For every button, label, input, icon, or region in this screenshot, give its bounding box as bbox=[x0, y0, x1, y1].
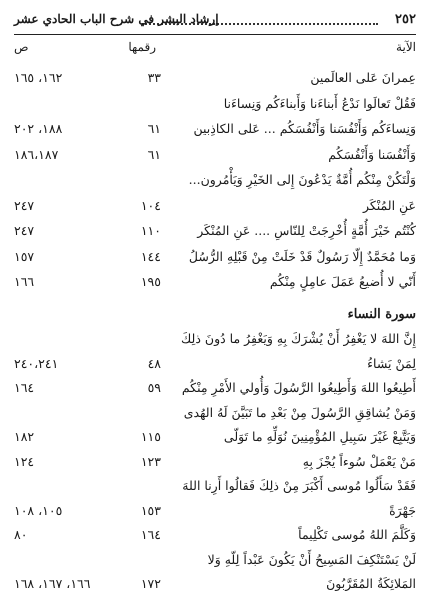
verse-text: وَمَنْ يُشاقِقِ الرَّسُولَ مِنْ بَعْدِ ما تَبَيَّنَ لَهُ الهُدى bbox=[183, 404, 416, 420]
page-references: ١٨٦،١٨٧ bbox=[14, 146, 59, 162]
column-headers bbox=[14, 40, 416, 58]
book-title: إرشاد البشر في شرح الباب الحادي عشر bbox=[14, 12, 219, 26]
verse-text: وَنِساءَكُم وَأَنْفُسَنا وَأَنْفُسَكُم ... عَلى الكاذِبين bbox=[193, 121, 416, 136]
page-references: ١٦٢، ١٦٥ bbox=[14, 70, 63, 85]
index-row bbox=[14, 356, 416, 374]
index-row bbox=[14, 405, 416, 423]
verse-text: وَما مُحَمَّدٌ إِلّا رَسُولٌ قَدْ خَلَتْ مِنْ قَبْلِهِ الرُّسُلُ bbox=[188, 248, 416, 264]
page-references: ١٠٥، ١٠٨ bbox=[14, 502, 63, 518]
page-references: ٢٤٧ bbox=[14, 197, 35, 213]
page-references: ٢٤٠،٢٤١ bbox=[14, 355, 59, 371]
verse-text: لِمَنْ يَشاءُ bbox=[367, 355, 416, 371]
index-row bbox=[14, 147, 416, 165]
verse-text: فَقَدْ سَأَلُوا مُوسى أَكْبَرَ مِنْ ذلِكَ فَقالُوا أَرِنا اللهَ bbox=[182, 478, 416, 493]
column-header-page: ص bbox=[14, 40, 29, 54]
header-rule bbox=[14, 34, 416, 35]
index-row bbox=[14, 576, 416, 594]
index-row bbox=[14, 503, 416, 521]
verse-number: ١١٥ bbox=[140, 429, 161, 444]
verse-number: ١٩٥ bbox=[140, 274, 161, 289]
verse-number: ١٢٣ bbox=[140, 453, 161, 469]
verse-text: المَلائِكَةُ المُقَرَّبُونَ bbox=[326, 576, 416, 591]
page-references: ١٨٨، ٢٠٢ bbox=[14, 121, 63, 136]
verse-text: مَنْ يَعْمَلْ سُوءاً يُجْزَ بِهِ bbox=[302, 453, 416, 469]
page-references: ٨٠ bbox=[14, 527, 28, 542]
index-row bbox=[14, 527, 416, 545]
verse-text: وَلْتَكُنْ مِنْكُم أُمَّةٌ يَدْعُونَ إِلى الخَيْرِ وَيَأْمُرون... bbox=[188, 172, 416, 187]
verse-number: ٤٨ bbox=[147, 355, 161, 371]
verse-number: ٣٣ bbox=[147, 70, 161, 85]
verse-text: كُنْتُم خَيْرَ أُمَّةٍ أُخْرِجَتْ لِلنّاسِ .... عَنِ المُنْكَر bbox=[197, 223, 416, 238]
index-row bbox=[14, 454, 416, 472]
verse-number: ١٥٣ bbox=[140, 502, 161, 518]
verse-text: فَقُلْ تَعالَوا نَدْعُ أَبناءَنا وَأَبناءَكُم وَنِساءَنا bbox=[223, 95, 416, 111]
index-row bbox=[14, 96, 416, 114]
verse-number: ٦١ bbox=[147, 121, 161, 136]
page-references: ١٦٦ bbox=[14, 274, 35, 289]
surah-heading: سورة النساء bbox=[347, 307, 416, 322]
verse-text: جَهْرَةً bbox=[389, 502, 416, 518]
column-header-verse: الآية bbox=[396, 40, 416, 54]
verse-number: ١١٠ bbox=[140, 223, 161, 238]
index-row bbox=[14, 274, 416, 292]
index-row bbox=[14, 249, 416, 267]
page-number: ٢٥٢ bbox=[395, 12, 416, 27]
page-references: ١٦٤ bbox=[14, 380, 35, 395]
verse-text: إِنَّ اللهَ لا يَغْفِرُ أَنْ يُشْرَكَ بِهِ وَيَغْفِرُ ما دُونَ ذلِكَ bbox=[181, 331, 416, 346]
verse-text: أَطِيعُوا اللهَ وَأَطِيعُوا الرَّسُولَ وَأُولي الأَمْرِ مِنْكُم bbox=[181, 380, 416, 395]
index-row bbox=[14, 552, 416, 570]
page-references: ١٨٢ bbox=[14, 429, 35, 444]
index-row bbox=[14, 223, 416, 241]
verse-number: ١٦٤ bbox=[140, 527, 161, 542]
page-references: ١٥٧ bbox=[14, 248, 35, 264]
page-references: ١٦٦، ١٦٧، ١٦٨ bbox=[14, 576, 91, 591]
verse-number: ١٧٢ bbox=[140, 576, 161, 591]
verse-text: عِمرانَ عَلى العالَمين bbox=[310, 70, 416, 85]
verse-text: وَيَتَّبِعْ غَيْرَ سَبِيلِ المُؤْمِنِينَ نُوَلِّهِ ما تَوَلّى bbox=[223, 429, 416, 444]
running-header bbox=[14, 10, 416, 30]
verse-text: وَكَلَّمَ اللهُ مُوسى تَكْلِيماً bbox=[298, 527, 416, 542]
index-row bbox=[14, 429, 416, 447]
verse-number: ٥٩ bbox=[147, 380, 161, 395]
verse-number: ٦١ bbox=[147, 146, 161, 162]
index-row bbox=[14, 172, 416, 190]
page-references: ١٢٤ bbox=[14, 453, 35, 469]
verse-number: ١٤٤ bbox=[140, 248, 161, 264]
verse-text: وَأَنْفُسَنا وَأَنْفُسَكُم bbox=[328, 146, 416, 162]
index-row bbox=[14, 380, 416, 398]
page-references: ٢٤٧ bbox=[14, 223, 35, 238]
verse-text: عَنِ المُنْكَر bbox=[362, 197, 416, 213]
index-row bbox=[14, 121, 416, 139]
index-row bbox=[14, 198, 416, 216]
index-row bbox=[14, 331, 416, 349]
index-row bbox=[14, 478, 416, 496]
verse-text: أَنّي لا أُضيعُ عَمَلَ عامِلٍ مِنْكُم bbox=[269, 274, 416, 289]
verse-text: لَنْ يَسْتَنْكِفَ المَسِيحُ أَنْ يَكُونَ عَبْداً لِلّهِ وَلا bbox=[207, 551, 416, 567]
column-header-number: رقمها bbox=[128, 40, 156, 54]
verse-number: ١٠٤ bbox=[140, 197, 161, 213]
index-row bbox=[14, 70, 416, 88]
